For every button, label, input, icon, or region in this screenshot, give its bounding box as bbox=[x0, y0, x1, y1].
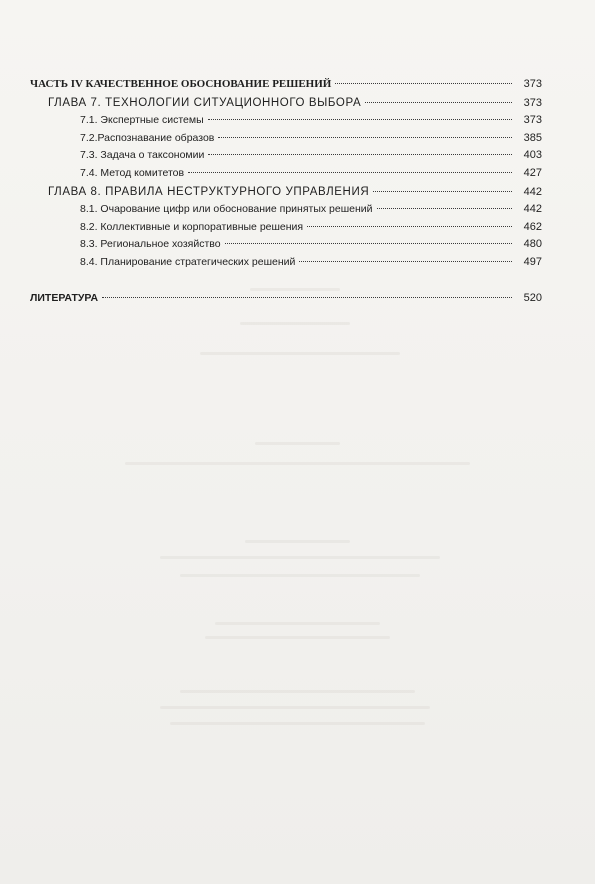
toc-section-entry bbox=[30, 236, 542, 254]
toc-literature-title: ЛИТЕРАТУРА bbox=[30, 292, 99, 304]
toc-page-number: 442 bbox=[523, 203, 542, 215]
toc-page-number: 373 bbox=[523, 78, 542, 90]
toc-page-number: 403 bbox=[523, 149, 542, 161]
toc-section-title: 8.2. Коллективные и корпоративные решения bbox=[80, 220, 304, 233]
toc-chapter-entry bbox=[30, 94, 542, 112]
toc-literature-entry bbox=[30, 289, 542, 307]
toc-page-number: 480 bbox=[523, 238, 542, 250]
show-through-mark bbox=[255, 442, 340, 445]
dot-leader bbox=[218, 137, 512, 138]
show-through-mark bbox=[240, 322, 350, 325]
dot-leader bbox=[188, 172, 512, 173]
spacer bbox=[30, 271, 542, 289]
toc-section-title: 8.4. Планирование стратегических решений bbox=[80, 255, 296, 268]
show-through-mark bbox=[215, 622, 380, 625]
show-through-mark bbox=[160, 556, 440, 559]
toc-page-number: 373 bbox=[523, 97, 542, 109]
dot-leader bbox=[377, 208, 512, 209]
toc-section-entry bbox=[30, 254, 542, 272]
dot-leader bbox=[225, 243, 512, 244]
show-through-mark bbox=[180, 574, 420, 577]
toc-page-number: 373 bbox=[523, 114, 542, 126]
toc-section-title: 7.4. Метод комитетов bbox=[80, 166, 185, 179]
toc-part-title: ЧАСТЬ IV КАЧЕСТВЕННОЕ ОБОСНОВАНИЕ РЕШЕНИЙ bbox=[30, 78, 332, 90]
toc-page-number: 520 bbox=[523, 292, 542, 304]
toc-section-entry bbox=[30, 147, 542, 165]
table-of-contents bbox=[30, 75, 542, 307]
show-through-mark bbox=[170, 722, 425, 725]
toc-section-title: 8.3. Региональное хозяйство bbox=[80, 238, 221, 250]
show-through-mark bbox=[160, 706, 430, 709]
toc-section-entry bbox=[30, 130, 542, 148]
dot-leader bbox=[307, 226, 512, 227]
dot-leader bbox=[208, 154, 512, 155]
toc-chapter-title: ГЛАВА 8. ПРАВИЛА НЕСТРУКТУРНОГО УПРАВЛЕНИЯ bbox=[48, 186, 370, 198]
toc-part-entry bbox=[30, 75, 542, 93]
toc-page-number: 442 bbox=[523, 186, 542, 198]
toc-section-entry bbox=[30, 165, 542, 183]
show-through-mark bbox=[180, 690, 415, 693]
toc-page-number: 462 bbox=[523, 220, 542, 233]
show-through-mark bbox=[125, 462, 470, 465]
toc-section-title: 7.3. Задача о таксономии bbox=[80, 149, 205, 161]
dot-leader bbox=[208, 119, 512, 120]
toc-section-entry bbox=[30, 201, 542, 219]
dot-leader bbox=[102, 297, 512, 298]
dot-leader bbox=[365, 102, 512, 103]
toc-section-title: 8.1. Очарование цифр или обоснование принятых решений bbox=[80, 203, 373, 215]
toc-page-number: 385 bbox=[523, 131, 542, 144]
dot-leader bbox=[335, 83, 512, 84]
toc-section-entry bbox=[30, 112, 542, 130]
show-through-mark bbox=[245, 540, 350, 543]
toc-page-number: 497 bbox=[523, 255, 542, 268]
dot-leader bbox=[299, 261, 512, 262]
show-through-mark bbox=[200, 352, 400, 355]
toc-section-entry bbox=[30, 219, 542, 237]
show-through-mark bbox=[205, 636, 390, 639]
toc-chapter-entry bbox=[30, 183, 542, 201]
toc-section-title: 7.2.Распознавание образов bbox=[80, 131, 215, 144]
toc-page-number: 427 bbox=[523, 166, 542, 179]
dot-leader bbox=[373, 191, 512, 192]
toc-chapter-title: ГЛАВА 7. ТЕХНОЛОГИИ СИТУАЦИОННОГО ВЫБОРА bbox=[48, 97, 362, 109]
toc-section-title: 7.1. Экспертные системы bbox=[80, 114, 204, 126]
